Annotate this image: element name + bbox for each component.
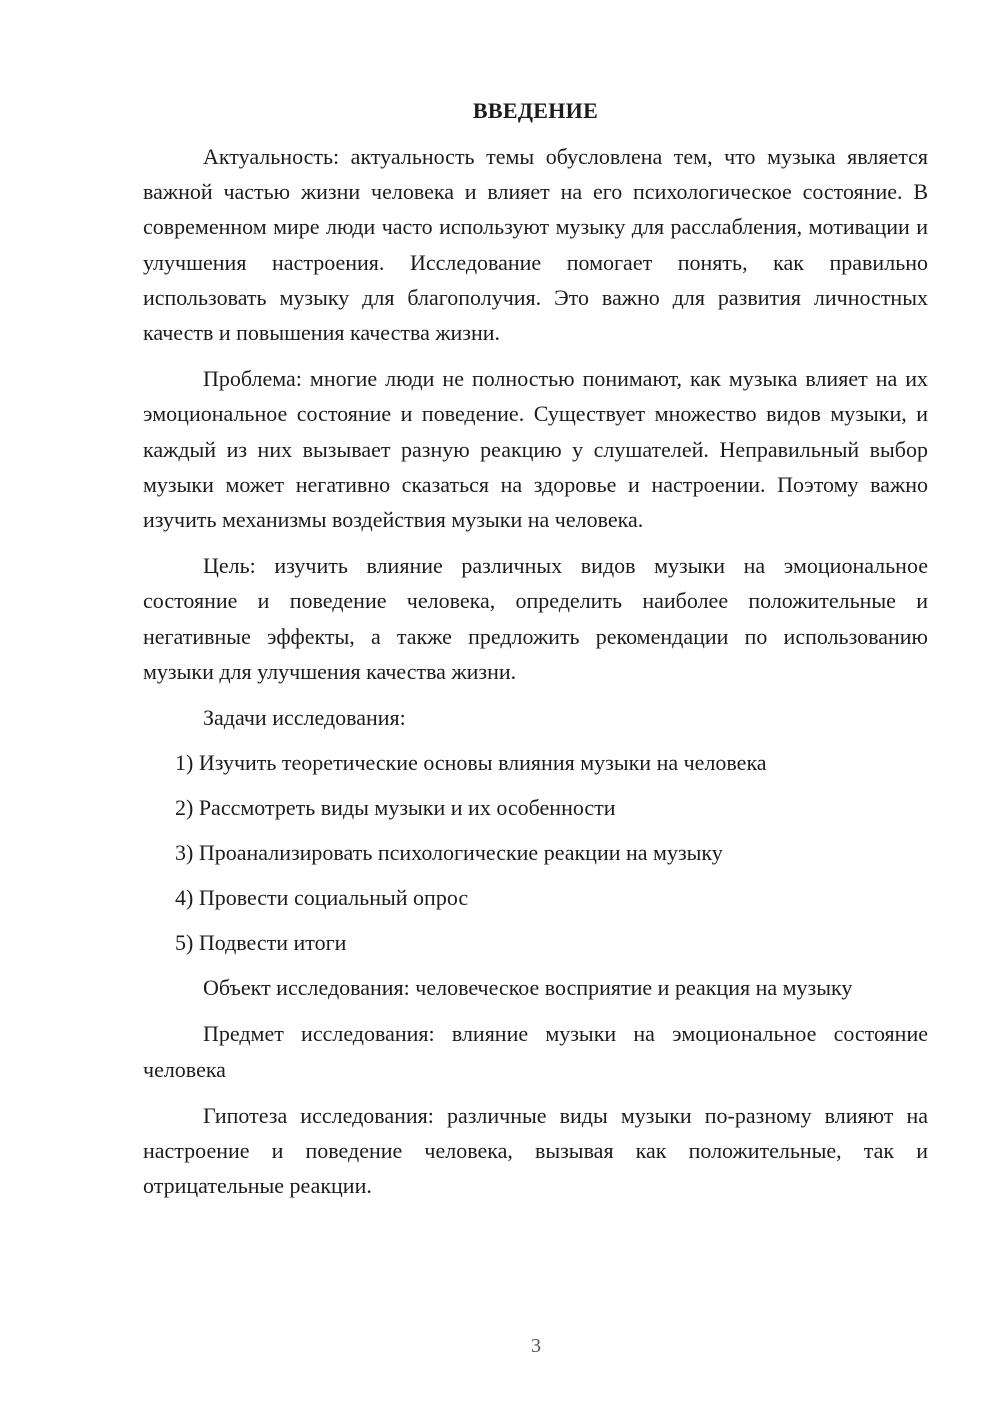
problem-paragraph: Проблема: многие люди не полностью понимают, как музыка влияет на их эмоциональное состояние и поведение. Существует множество видов музыки, и каждый из них вызывает разную реакцию у слушателей. Неправильный выбор музыки может негативно сказаться на здоровье и настроении. Поэтому важно изучить механизмы воздействия музыки на человека. bbox=[143, 366, 928, 533]
page-number: 3 bbox=[531, 1335, 541, 1357]
subject-paragraph: Предмет исследования: влияние музыки на эмоциональное состояние человека bbox=[143, 1021, 928, 1082]
document-page bbox=[143, 96, 928, 1214]
object-paragraph: Объект исследования: человеческое восприятие и реакция на музыку bbox=[203, 975, 853, 1001]
relevance-paragraph: Актуальность: актуальность темы обусловлена тем, что музыка является важной частью жизни человека и влияет на его психологическое состояние. В современном мире люди часто используют музыку для расслабления, мотивации и улучшения настроения. Исследование помогает понять, как правильно использовать музыку для благополучия. Это важно для развития личностных качеств и повышения качества жизни. bbox=[143, 144, 928, 346]
task-item-2: 2) Рассмотреть виды музыки и их особенности bbox=[175, 795, 616, 821]
task-item-4: 4) Провести социальный опрос bbox=[175, 885, 469, 911]
tasks-list bbox=[143, 745, 928, 960]
goal-paragraph: Цель: изучить влияние различных видов музыки на эмоциональное состояние и поведение человека, определить наиболее положительные и негативные эффекты, а также предложить рекомендации по использованию музыки для улучшения качества жизни. bbox=[143, 553, 928, 684]
task-item-5: 5) Подвести итоги bbox=[175, 930, 347, 956]
tasks-heading: Задачи исследования: bbox=[203, 705, 406, 731]
page-title: ВВЕДЕНИЕ bbox=[472, 98, 599, 123]
hypothesis-paragraph: Гипотеза исследования: различные виды музыки по-разному влияют на настроение и поведение человека, вызывая как положительные, так и отрицательные реакции. bbox=[143, 1102, 928, 1199]
task-item-1: 1) Изучить теоретические основы влияния музыки на человека bbox=[175, 750, 767, 776]
task-item-3: 3) Проанализировать психологические реакции на музыку bbox=[175, 840, 723, 866]
